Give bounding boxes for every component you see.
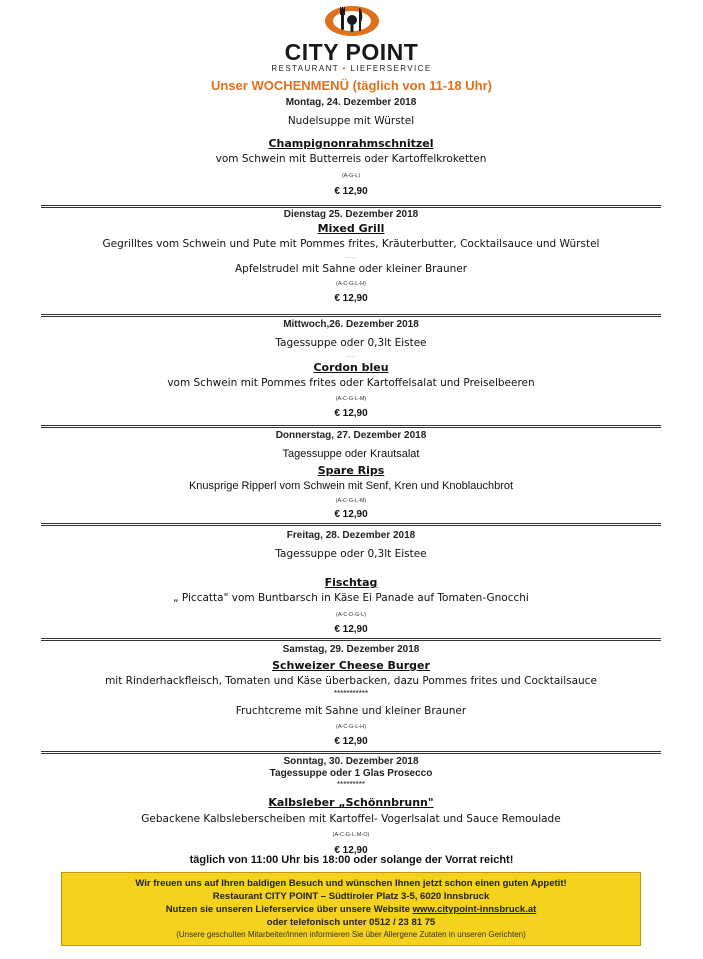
allergen-codes: (A-C-G-L-H) [336, 724, 366, 730]
day-saturday [41, 644, 661, 748]
dish-name: Cordon bleu [313, 361, 389, 374]
tagline-restaurant: RESTAURANT [271, 64, 339, 73]
dish-price: € 12,90 [334, 408, 368, 419]
day-sunday [41, 756, 661, 857]
allergen-codes: (A-C-G-L-M) [335, 396, 367, 402]
dish-dessert: Fruchtcreme mit Sahne und kleiner Brauner [235, 705, 467, 717]
dish-name: Champignonrahmschnitzel [268, 137, 434, 150]
banner-address: Restaurant CITY POINT – Südtiroler Platz 3-5, 6020 Innsbruck [212, 891, 490, 902]
day-thursday [41, 430, 661, 521]
day-starter: Nudelsuppe mit Würstel [287, 115, 415, 127]
day-divider [41, 523, 661, 526]
day-monday [41, 97, 661, 198]
day-starter: Tagessuppe oder 1 Glas Prosecco [269, 768, 433, 779]
allergen-codes: (A-C-G-L-H) [336, 281, 366, 287]
banner-phone: oder telefonisch unter 0512 / 23 81 75 [266, 917, 436, 928]
dish-name: Spare Rips [317, 464, 385, 477]
day-date: Mittwoch,26. Dezember 2018 [283, 319, 419, 330]
tagline-dot: • [342, 64, 347, 73]
day-divider [41, 314, 661, 317]
dish-price: € 12,90 [334, 736, 368, 747]
availability-note: täglich von 11:00 Uhr bis 18:00 oder solange der Vorrat reicht! [189, 854, 514, 866]
logo-plate-icon [323, 4, 381, 38]
dish-price: € 12,90 [334, 293, 368, 304]
day-tuesday [41, 209, 661, 305]
dish-description: „ Piccatta" vom Buntbarsch in Käse Ei Panade auf Tomaten-Gnocchi [173, 592, 529, 604]
day-starter: Tagessuppe oder Krautsalat [282, 448, 420, 460]
day-divider [41, 638, 661, 641]
course-separator: ..... [346, 352, 356, 359]
dish-description: Gegrilltes vom Schwein und Pute mit Pommes frites, Kräuterbutter, Cocktailsauce und Würstel [102, 238, 600, 250]
allergen-codes: (A-C-D-G-L) [336, 612, 366, 618]
dish-description: Knusprige Ripperl vom Schwein mit Senf, Kren und Knoblauchbrot [188, 480, 514, 492]
brand-name: CITY POINT [284, 39, 419, 65]
website-link[interactable]: www.citypoint-innsbruck.at [412, 904, 537, 915]
banner-delivery [62, 903, 640, 916]
dish-price: € 12,90 [334, 845, 368, 856]
tagline-delivery: LIEFERSERVICE [350, 64, 432, 73]
dish-name: Mixed Grill [317, 222, 385, 235]
day-starter: Tagessuppe oder 0,3lt Eistee [275, 337, 427, 349]
day-friday [41, 530, 661, 636]
dish-name: Fischtag [324, 576, 378, 589]
dish-dessert: Apfelstrudel mit Sahne oder kleiner Brauner [234, 263, 468, 275]
day-date: Samstag, 29. Dezember 2018 [282, 644, 420, 655]
day-divider [41, 751, 661, 754]
dish-description: vom Schwein mit Butterreis oder Kartoffelkroketten [215, 153, 487, 165]
dish-description: vom Schwein mit Pommes frites oder Kartoffelsalat und Preiselbeeren [167, 377, 535, 389]
day-divider [41, 425, 661, 428]
dish-name: Schweizer Cheese Burger [272, 659, 430, 672]
allergen-codes: (A-C-G-L-M-O) [332, 832, 370, 838]
day-date: Dienstag 25. Dezember 2018 [283, 209, 419, 220]
course-separator: ..... [346, 253, 356, 260]
banner-allergen-note: (Unsere geschulten Mitarbeiter/innen informieren Sie über Allergene Zutaten in unseren Gerichten) [176, 930, 526, 939]
dish-price: € 12,90 [334, 509, 368, 520]
day-divider [41, 205, 661, 208]
brand-tagline [0, 64, 703, 74]
day-wednesday [41, 319, 661, 420]
dish-name: Kalbsleber „Schönnbrunn" [268, 796, 434, 809]
dish-description: mit Rinderhackfleisch, Tomaten und Käse überbacken, dazu Pommes frites und Cocktailsauce [105, 675, 597, 687]
day-date: Freitag, 28. Dezember 2018 [286, 530, 416, 541]
course-separator: ********* [336, 780, 366, 789]
banner-welcome: Wir freuen uns auf Ihren baldigen Besuch und wünschen Ihnen jetzt schon einen guten Appetit! [135, 878, 567, 889]
day-date: Montag, 24. Dezember 2018 [285, 97, 417, 108]
day-starter: Tagessuppe oder 0,3lt Eistee [275, 548, 427, 560]
dish-price: € 12,90 [334, 624, 368, 635]
allergen-codes: (A-C-G-L-M) [335, 498, 367, 504]
dish-price: € 12,90 [334, 186, 368, 197]
dish-description: Gebackene Kalbsleberscheiben mit Kartoffel- Vogerlsalat und Sauce Remoulade [141, 813, 561, 825]
info-banner [61, 872, 641, 946]
menu-headline: Unser WOCHENMENÜ (täglich von 11-18 Uhr) [211, 78, 492, 93]
course-separator: *********** [333, 689, 369, 698]
day-date: Sonntag, 30. Dezember 2018 [283, 756, 419, 767]
day-date: Donnerstag, 27. Dezember 2018 [275, 430, 427, 441]
logo [0, 4, 703, 74]
banner-delivery-text: Nutzen sie unseren Lieferservice über unsere Website [165, 904, 413, 915]
allergen-codes: (A-G-L) [341, 173, 361, 179]
